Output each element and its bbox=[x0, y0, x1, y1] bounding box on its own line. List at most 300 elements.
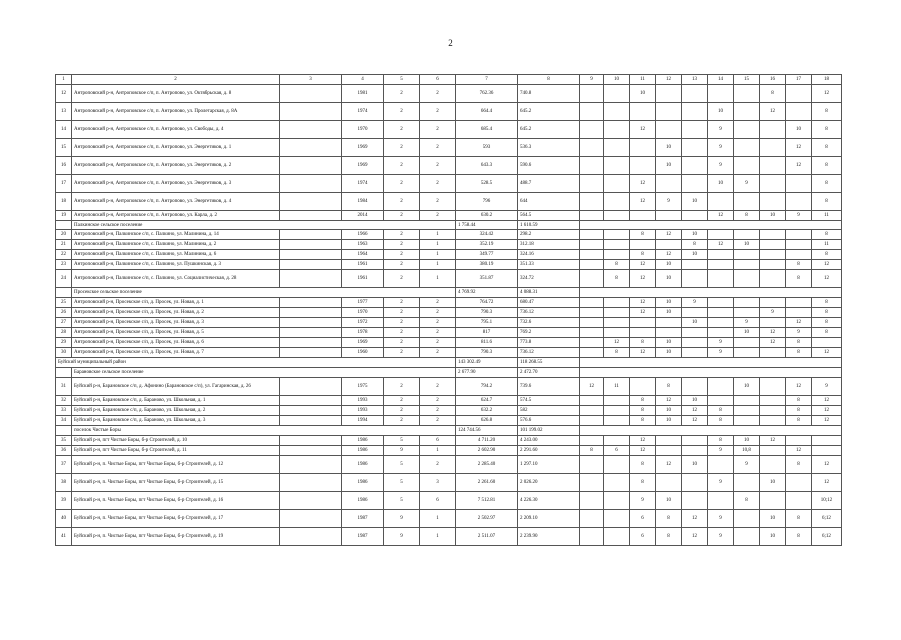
living-area-cell: 740.8 bbox=[518, 85, 580, 103]
living-area-cell: 1 297.10 bbox=[518, 456, 580, 474]
term-cell-col-16 bbox=[760, 250, 786, 260]
header-cell: 12 bbox=[656, 75, 682, 85]
address-cell: Антроповский р-н, Палкинское с/п, с. Палкино, ул. Малинина, д. 6 bbox=[72, 250, 280, 260]
term-cell-col-17: 8 bbox=[786, 416, 812, 426]
col-3-cell bbox=[280, 318, 342, 328]
term-cell-col-18: 12 bbox=[812, 85, 842, 103]
term-cell-col-17 bbox=[786, 240, 812, 250]
housing-register-table bbox=[55, 74, 842, 546]
term-cell-col-17: 8 bbox=[786, 338, 812, 348]
term-cell-col-16 bbox=[760, 396, 786, 406]
entrances-cell: 2 bbox=[420, 103, 456, 121]
total-area-cell: 352.19 bbox=[456, 240, 518, 250]
term-cell-col-17 bbox=[786, 436, 812, 446]
section-spacer bbox=[56, 368, 72, 378]
living-area-cell: 298.2 bbox=[518, 230, 580, 240]
term-cell-col-14: 9 bbox=[708, 139, 734, 157]
term-cell-col-16 bbox=[760, 492, 786, 510]
section-spacer bbox=[56, 221, 72, 230]
total-area-cell: 643.3 bbox=[456, 157, 518, 175]
term-cell-col-10 bbox=[604, 456, 630, 474]
total-area-cell: 2 602.90 bbox=[456, 446, 518, 456]
term-cell-col-18: 12 bbox=[812, 456, 842, 474]
table-row bbox=[56, 338, 842, 348]
term-cell-col-13 bbox=[682, 328, 708, 338]
term-cell-col-14 bbox=[708, 250, 734, 260]
entrances-cell: 2 bbox=[420, 396, 456, 406]
term-cell-col-17 bbox=[786, 175, 812, 193]
address-cell: Антроповский р-н, Просекское с/п, д. Просек, ул. Новая, д. 6 bbox=[72, 338, 280, 348]
term-cell-col-17: 12 bbox=[786, 139, 812, 157]
year-cell: 1963 bbox=[342, 240, 384, 250]
term-cell-col-10 bbox=[604, 528, 630, 546]
term-cell-col-17: 8 bbox=[786, 348, 812, 358]
term-cell-col-10 bbox=[604, 103, 630, 121]
term-cell-col-13: 10 bbox=[682, 396, 708, 406]
section-spacer bbox=[56, 288, 72, 298]
col-3-cell bbox=[280, 308, 342, 318]
term-cell-col-13 bbox=[682, 436, 708, 446]
term-cell-col-9 bbox=[580, 193, 604, 211]
year-cell: 1986 bbox=[342, 492, 384, 510]
term-cell-col-18: 12 bbox=[812, 406, 842, 416]
term-cell-col-18 bbox=[812, 436, 842, 446]
row-number: 27 bbox=[56, 318, 72, 328]
header-cell: 17 bbox=[786, 75, 812, 85]
year-cell: 2014 bbox=[342, 211, 384, 221]
district-living-area: 118 268.55 bbox=[518, 358, 580, 368]
table-row bbox=[56, 308, 842, 318]
term-cell-col-14 bbox=[708, 230, 734, 240]
term-cell-col-17: 12 bbox=[786, 157, 812, 175]
address-cell: Буйский р-н, Барановское с/п, д. Бараново, ул. Школьная, д. 1 bbox=[72, 396, 280, 406]
term-cell-col-17: 9 bbox=[786, 211, 812, 221]
term-cell-col-16: 9 bbox=[760, 308, 786, 318]
col-3-cell bbox=[280, 230, 342, 240]
term-cell-col-14 bbox=[708, 396, 734, 406]
year-cell: 1970 bbox=[342, 121, 384, 139]
row-number: 28 bbox=[56, 328, 72, 338]
address-cell: Буйский р-н, Барановское с/п, д. Афонино (Барановское с/п), ул. Гагаринская, д. 26 bbox=[72, 378, 280, 396]
term-cell-col-11 bbox=[630, 318, 656, 328]
term-cell-col-10 bbox=[604, 298, 630, 308]
living-area-cell: 4 226.30 bbox=[518, 492, 580, 510]
term-cell-col-16 bbox=[760, 406, 786, 416]
floors-cell: 2 bbox=[384, 308, 420, 318]
address-cell: Буйский р-н, Барановское с/п, д. Бараново, ул. Школьная, д. 2 bbox=[72, 406, 280, 416]
term-cell-col-13: 10 bbox=[682, 456, 708, 474]
table-row bbox=[56, 157, 842, 175]
total-area-cell: 795.1 bbox=[456, 318, 518, 328]
total-area-cell: 764.72 bbox=[456, 298, 518, 308]
term-cell-col-17: 9 bbox=[786, 328, 812, 338]
floors-cell: 2 bbox=[384, 378, 420, 396]
living-area-cell: 351.33 bbox=[518, 260, 580, 270]
year-cell: 1961 bbox=[342, 260, 384, 270]
term-cell-col-16: 10 bbox=[760, 510, 786, 528]
living-area-cell: 324.16 bbox=[518, 250, 580, 260]
term-cell-col-12: 10 bbox=[656, 260, 682, 270]
term-cell-col-10 bbox=[604, 230, 630, 240]
term-cell-col-16 bbox=[760, 193, 786, 211]
term-cell-col-15: 9 bbox=[734, 318, 760, 328]
table-row bbox=[56, 139, 842, 157]
col-3-cell bbox=[280, 492, 342, 510]
term-cell-col-18: 8 bbox=[812, 308, 842, 318]
row-number: 33 bbox=[56, 406, 72, 416]
address-cell: Антроповский р-н, Палкинское с/п, с. Палкино, ул. Социалистическая, д. 28 bbox=[72, 270, 280, 288]
col-3-cell bbox=[280, 378, 342, 396]
address-cell: Антроповский р-н, Антроповское с/п, п. Антропово, ул. Свободы, д. 4 bbox=[72, 121, 280, 139]
term-cell-col-18: 12 bbox=[812, 260, 842, 270]
term-cell-col-18 bbox=[812, 446, 842, 456]
col-3-cell bbox=[280, 139, 342, 157]
term-cell-col-16: 12 bbox=[760, 436, 786, 446]
row-number: 23 bbox=[56, 260, 72, 270]
term-cell-col-14: 10 bbox=[708, 103, 734, 121]
term-cell-col-11: 9 bbox=[630, 492, 656, 510]
living-area-cell: 739.6 bbox=[518, 378, 580, 396]
term-cell-col-9: 12 bbox=[580, 378, 604, 396]
term-cell-col-10: 12 bbox=[604, 338, 630, 348]
table-row bbox=[56, 492, 842, 510]
col-3-cell bbox=[280, 510, 342, 528]
header-cell: 4 bbox=[342, 75, 384, 85]
term-cell-col-16 bbox=[760, 348, 786, 358]
address-cell: Антроповский р-н, Антроповское с/п, п. Антропово, ул. Энергетиков, д. 3 bbox=[72, 175, 280, 193]
term-cell-col-14 bbox=[708, 260, 734, 270]
term-cell-col-18: 8 bbox=[812, 193, 842, 211]
table-row bbox=[56, 446, 842, 456]
term-cell-col-9 bbox=[580, 318, 604, 328]
entrances-cell: 3 bbox=[420, 474, 456, 492]
term-cell-col-11 bbox=[630, 103, 656, 121]
term-cell-col-9 bbox=[580, 474, 604, 492]
entrances-cell: 2 bbox=[420, 121, 456, 139]
living-area-cell: 324.72 bbox=[518, 270, 580, 288]
living-area-cell: 4 243.00 bbox=[518, 436, 580, 446]
total-area-cell: 790.3 bbox=[456, 308, 518, 318]
term-cell-col-13 bbox=[682, 270, 708, 288]
header-cell: 1 bbox=[56, 75, 72, 85]
term-cell-col-18: 11 bbox=[812, 211, 842, 221]
section-label: Барановское сельское поселение bbox=[72, 368, 456, 378]
term-cell-col-10 bbox=[604, 474, 630, 492]
floors-cell: 2 bbox=[384, 139, 420, 157]
total-area-cell: 762.36 bbox=[456, 85, 518, 103]
living-area-cell: 536.3 bbox=[518, 139, 580, 157]
term-cell-col-17: 8 bbox=[786, 396, 812, 406]
entrances-cell: 2 bbox=[420, 211, 456, 221]
col-3-cell bbox=[280, 121, 342, 139]
row-number: 22 bbox=[56, 250, 72, 260]
term-cell-col-15: 10 bbox=[734, 436, 760, 446]
term-cell-col-18: 8 bbox=[812, 103, 842, 121]
term-cell-col-10 bbox=[604, 250, 630, 260]
term-cell-col-9 bbox=[580, 416, 604, 426]
floors-cell: 2 bbox=[384, 211, 420, 221]
table-row bbox=[56, 348, 842, 358]
term-cell-col-16 bbox=[760, 121, 786, 139]
address-cell: Буйский р-н, пгт Чистые Боры, б-р Строителей, д. 10 bbox=[72, 436, 280, 446]
section-living-area: 4 088.31 bbox=[518, 288, 580, 298]
term-cell-col-15 bbox=[734, 348, 760, 358]
floors-cell: 2 bbox=[384, 416, 420, 426]
term-cell-col-13 bbox=[682, 446, 708, 456]
row-number: 37 bbox=[56, 456, 72, 474]
term-cell-col-9 bbox=[580, 157, 604, 175]
term-cell-col-9 bbox=[580, 85, 604, 103]
term-cell-col-15 bbox=[734, 260, 760, 270]
term-cell-col-10: 8 bbox=[604, 348, 630, 358]
term-cell-col-9 bbox=[580, 406, 604, 416]
year-cell: 1961 bbox=[342, 270, 384, 288]
header-cell: 3 bbox=[280, 75, 342, 85]
address-cell: Буйский р-н, п. Чистые Боры, пгт Чистые Боры, б-р Строителей, д. 12 bbox=[72, 456, 280, 474]
term-cell-col-17 bbox=[786, 103, 812, 121]
row-number: 18 bbox=[56, 193, 72, 211]
term-cell-col-11 bbox=[630, 240, 656, 250]
term-cell-col-15 bbox=[734, 121, 760, 139]
col-3-cell bbox=[280, 85, 342, 103]
term-cell-col-12 bbox=[656, 446, 682, 456]
year-cell: 1993 bbox=[342, 396, 384, 406]
row-number: 16 bbox=[56, 157, 72, 175]
header-cell: 18 bbox=[812, 75, 842, 85]
term-cell-col-13 bbox=[682, 157, 708, 175]
entrances-cell: 1 bbox=[420, 260, 456, 270]
entrances-cell: 1 bbox=[420, 270, 456, 288]
term-cell-col-17 bbox=[786, 492, 812, 510]
term-cell-col-10 bbox=[604, 436, 630, 446]
term-cell-col-16: 12 bbox=[760, 328, 786, 338]
term-cell-col-10 bbox=[604, 396, 630, 406]
term-cell-col-12 bbox=[656, 85, 682, 103]
year-cell: 1986 bbox=[342, 436, 384, 446]
address-cell: Буйский р-н, п. Чистые Боры, пгт Чистые Боры, б-р Строителей, д. 16 bbox=[72, 492, 280, 510]
term-cell-col-14 bbox=[708, 85, 734, 103]
term-cell-col-11: 12 bbox=[630, 348, 656, 358]
living-area-cell: 488.7 bbox=[518, 175, 580, 193]
table-row bbox=[56, 528, 842, 546]
floors-cell: 2 bbox=[384, 103, 420, 121]
term-cell-col-18: 12 bbox=[812, 396, 842, 406]
section-empty bbox=[580, 221, 842, 230]
term-cell-col-18: 8 bbox=[812, 328, 842, 338]
term-cell-col-13 bbox=[682, 308, 708, 318]
term-cell-col-9 bbox=[580, 436, 604, 446]
living-area-cell: 736.12 bbox=[518, 348, 580, 358]
address-cell: Антроповский р-н, Антроповское с/п, п. Антропово, ул. Энергетиков, д. 1 bbox=[72, 139, 280, 157]
table-row bbox=[56, 328, 842, 338]
term-cell-col-16 bbox=[760, 456, 786, 474]
term-cell-col-12 bbox=[656, 328, 682, 338]
address-cell: Антроповский р-н, Антроповское с/п, п. Антропово, ул. Октябрьская, д. 8 bbox=[72, 85, 280, 103]
total-area-cell: 632.2 bbox=[456, 406, 518, 416]
section-living-area: 2 472.70 bbox=[518, 368, 580, 378]
entrances-cell: 2 bbox=[420, 139, 456, 157]
term-cell-col-18: 8 bbox=[812, 157, 842, 175]
floors-cell: 2 bbox=[384, 348, 420, 358]
term-cell-col-13: 12 bbox=[682, 406, 708, 416]
term-cell-col-10 bbox=[604, 175, 630, 193]
term-cell-col-10 bbox=[604, 406, 630, 416]
address-cell: Антроповский р-н, Просекское с/п, д. Просек, ул. Новая, д. 1 bbox=[72, 298, 280, 308]
table-row bbox=[56, 270, 842, 288]
term-cell-col-15 bbox=[734, 270, 760, 288]
entrances-cell: 6 bbox=[420, 492, 456, 510]
header-cell: 16 bbox=[760, 75, 786, 85]
term-cell-col-10 bbox=[604, 85, 630, 103]
term-cell-col-17: 8 bbox=[786, 270, 812, 288]
col-3-cell bbox=[280, 446, 342, 456]
row-number: 34 bbox=[56, 416, 72, 426]
row-number: 41 bbox=[56, 528, 72, 546]
district-label: Буйский муниципальный район bbox=[56, 358, 456, 368]
year-cell: 1969 bbox=[342, 157, 384, 175]
term-cell-col-14: 12 bbox=[708, 211, 734, 221]
term-cell-col-9 bbox=[580, 270, 604, 288]
col-3-cell bbox=[280, 416, 342, 426]
entrances-cell: 1 bbox=[420, 240, 456, 250]
term-cell-col-12: 10 bbox=[656, 492, 682, 510]
term-cell-col-18: 6;12 bbox=[812, 510, 842, 528]
term-cell-col-11 bbox=[630, 157, 656, 175]
term-cell-col-14: 9 bbox=[708, 528, 734, 546]
table-row bbox=[56, 510, 842, 528]
term-cell-col-18: 12 bbox=[812, 474, 842, 492]
term-cell-col-15 bbox=[734, 103, 760, 121]
term-cell-col-14: 8 bbox=[708, 406, 734, 416]
address-cell: Антроповский р-н, Антроповское с/п, п. Антропово, ул. Энергетиков, д. 2 bbox=[72, 157, 280, 175]
term-cell-col-13: 10 bbox=[682, 318, 708, 328]
living-area-cell: 645.2 bbox=[518, 103, 580, 121]
living-area-cell: 769.2 bbox=[518, 328, 580, 338]
term-cell-col-11: 12 bbox=[630, 121, 656, 139]
term-cell-col-11 bbox=[630, 211, 656, 221]
term-cell-col-14: 10 bbox=[708, 175, 734, 193]
term-cell-col-17: 12 bbox=[786, 318, 812, 328]
term-cell-col-16 bbox=[760, 157, 786, 175]
living-area-cell: 644 bbox=[518, 193, 580, 211]
year-cell: 1994 bbox=[342, 416, 384, 426]
row-number: 12 bbox=[56, 85, 72, 103]
entrances-cell: 1 bbox=[420, 528, 456, 546]
section-spacer bbox=[56, 426, 72, 436]
table-row bbox=[56, 240, 842, 250]
term-cell-col-14: 9 bbox=[708, 338, 734, 348]
term-cell-col-18: 8 bbox=[812, 318, 842, 328]
term-cell-col-11: 12 bbox=[630, 193, 656, 211]
term-cell-col-10 bbox=[604, 121, 630, 139]
floors-cell: 9 bbox=[384, 446, 420, 456]
term-cell-col-9 bbox=[580, 250, 604, 260]
living-area-cell: 574.5 bbox=[518, 396, 580, 406]
col-3-cell bbox=[280, 260, 342, 270]
section-total-area: 124 744.56 bbox=[456, 426, 518, 436]
year-cell: 1970 bbox=[342, 308, 384, 318]
col-3-cell bbox=[280, 528, 342, 546]
row-number: 20 bbox=[56, 230, 72, 240]
term-cell-col-12 bbox=[656, 103, 682, 121]
total-area-cell: 380.19 bbox=[456, 260, 518, 270]
term-cell-col-16 bbox=[760, 260, 786, 270]
total-area-cell: 664.4 bbox=[456, 103, 518, 121]
header-cell: 9 bbox=[580, 75, 604, 85]
term-cell-col-13: 8 bbox=[682, 240, 708, 250]
term-cell-col-11: 12 bbox=[630, 175, 656, 193]
term-cell-col-10 bbox=[604, 157, 630, 175]
col-3-cell bbox=[280, 328, 342, 338]
col-3-cell bbox=[280, 211, 342, 221]
entrances-cell: 2 bbox=[420, 378, 456, 396]
table-row bbox=[56, 230, 842, 240]
term-cell-col-16 bbox=[760, 175, 786, 193]
term-cell-col-13: 9 bbox=[682, 298, 708, 308]
total-area-cell: 630.2 bbox=[456, 211, 518, 221]
term-cell-col-16: 8 bbox=[760, 85, 786, 103]
living-area-cell: 564.5 bbox=[518, 211, 580, 221]
term-cell-col-18: 8 bbox=[812, 121, 842, 139]
row-number: 31 bbox=[56, 378, 72, 396]
term-cell-col-9 bbox=[580, 456, 604, 474]
district-total-area: 143 302.49 bbox=[456, 358, 518, 368]
header-cell: 14 bbox=[708, 75, 734, 85]
address-cell: Антроповский р-н, Палкинское с/п, с. Палкино, ул. Малинина, д. 14 bbox=[72, 230, 280, 240]
total-area-cell: 2 285.40 bbox=[456, 456, 518, 474]
term-cell-col-11: 6 bbox=[630, 510, 656, 528]
col-3-cell bbox=[280, 396, 342, 406]
header-cell: 10 bbox=[604, 75, 630, 85]
table-row bbox=[56, 436, 842, 446]
header-cell: 8 bbox=[518, 75, 580, 85]
entrances-cell: 1 bbox=[420, 250, 456, 260]
entrances-cell: 6 bbox=[420, 436, 456, 446]
term-cell-col-11: 8 bbox=[630, 416, 656, 426]
col-3-cell bbox=[280, 474, 342, 492]
section-row bbox=[56, 368, 842, 378]
term-cell-col-11: 8 bbox=[630, 474, 656, 492]
term-cell-col-13: 10 bbox=[682, 193, 708, 211]
floors-cell: 2 bbox=[384, 298, 420, 308]
term-cell-col-9 bbox=[580, 211, 604, 221]
floors-cell: 2 bbox=[384, 85, 420, 103]
total-area-cell: 817 bbox=[456, 328, 518, 338]
entrances-cell: 2 bbox=[420, 175, 456, 193]
living-area-cell: 576.6 bbox=[518, 416, 580, 426]
term-cell-col-9 bbox=[580, 396, 604, 406]
term-cell-col-18: 12 bbox=[812, 348, 842, 358]
district-empty bbox=[580, 358, 842, 368]
term-cell-col-14 bbox=[708, 298, 734, 308]
row-number: 32 bbox=[56, 396, 72, 406]
term-cell-col-17 bbox=[786, 193, 812, 211]
address-cell: Антроповский р-н, Просекское с/п, д. Просек, ул. Новая, д. 3 bbox=[72, 318, 280, 328]
district-row bbox=[56, 358, 842, 368]
term-cell-col-10 bbox=[604, 416, 630, 426]
total-area-cell: 624.7 bbox=[456, 396, 518, 406]
term-cell-col-11: 8 bbox=[630, 250, 656, 260]
total-area-cell: 349.77 bbox=[456, 250, 518, 260]
term-cell-col-17 bbox=[786, 298, 812, 308]
total-area-cell: 811.6 bbox=[456, 338, 518, 348]
section-total-area: 2 677.90 bbox=[456, 368, 518, 378]
total-area-cell: 351.87 bbox=[456, 270, 518, 288]
term-cell-col-12: 10 bbox=[656, 348, 682, 358]
col-3-cell bbox=[280, 157, 342, 175]
header-cell: 13 bbox=[682, 75, 708, 85]
floors-cell: 2 bbox=[384, 318, 420, 328]
